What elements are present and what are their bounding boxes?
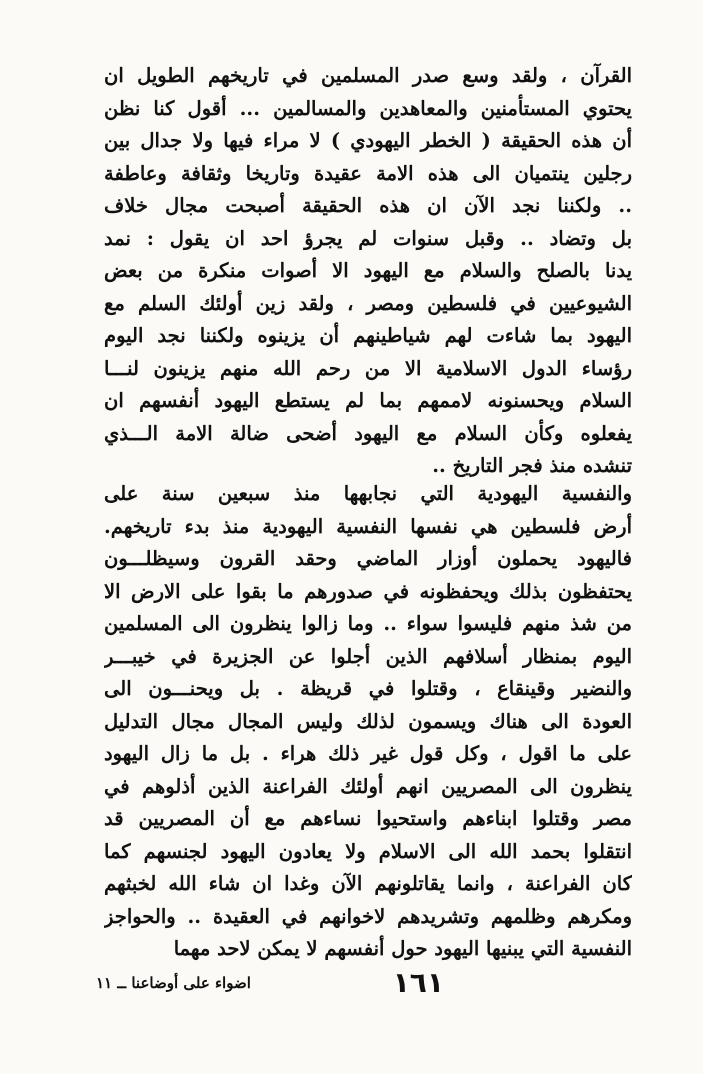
text-line: والنضير وقينقاع ، وقتلوا في قريظة . بل ويحنـــون الى: [104, 677, 632, 700]
text-line: كان الفراعنة ، وانما يقاتلونهم الآن وغدا ان شاء الله لخبثهم: [104, 872, 632, 895]
text-line: يفعلوه وكأن السلام مع اليهود أضحى ضالة الامة الـــذي: [104, 421, 632, 445]
text-line: يحتفظون بذلك ويحفظونه في صدورهم ما بقوا على الارض الا: [104, 579, 632, 603]
text-line: العودة الى هناك ويسمون لذلك وليس المجال مجال التدليل: [104, 709, 632, 733]
text-line: النفسية التي يبنيها اليهود حول أنفسهم لا يمكن لاحد مهما: [173, 937, 632, 960]
page-footer: [96, 964, 636, 1004]
text-line: فاليهود يحملون أوزار الماضي وحقد القرون وسيظلـــون: [104, 547, 632, 570]
text-line: ومكرهم وظلمهم وتشريدهم لاخوانهم في العقيدة .. والحواجز: [104, 904, 632, 928]
running-footer-title: اضواء على أوضاعنا ــ ١١: [96, 974, 251, 992]
text-line: .. ولكننا نجد الآن ان هذه الحقيقة أصبحت مجال خلاف: [104, 194, 632, 217]
text-line: السلام ويحسنونه لاممهم بما لم يستطع اليهود أنفسهم ان: [104, 389, 632, 412]
text-line: القرآن ، ولقد وسع صدر المسلمين في تاريخهم الطويل ان: [104, 64, 632, 87]
text-line: رؤساء الدول الاسلامية الا من رحم الله منهم يزينون لنـــا: [104, 356, 632, 380]
text-line: والنفسية اليهودية التي نجابهها منذ سبعين سنة على: [104, 482, 632, 505]
text-line: أن هذه الحقيقة ( الخطر اليهودي ) لا مراء فيها ولا جدال بين: [104, 129, 632, 152]
text-line: اليوم بمنظار أسلافهم الذين أجلوا عن الجزيرة في خيبـــر: [104, 644, 632, 668]
text-line: مصر وقتلوا ابناءهم واستحيوا نساءهم مع أن المصريين قد: [104, 807, 632, 830]
text-line: بل وتضاد .. وقبل سنوات لم يجرؤ احد ان يقول : نمد: [104, 226, 632, 250]
text-line: على ما اقول ، وكل قول غير ذلك هراء . بل ما زال اليهود: [104, 742, 632, 765]
text-line: ينظرون الى المصريين انهم أولئك الفراعنة الذين أذلوهم في: [104, 774, 632, 798]
page-number: ١٦١: [392, 966, 444, 999]
paragraph-2: [104, 478, 632, 966]
paragraph-1: [104, 60, 632, 483]
text-line: الشيوعيين في فلسطين ومصر ، ولقد زين أولئك السلم مع: [104, 291, 632, 315]
text-line: يحتوي المستأمنين والمعاهدين والمسالمين ... أقول كنا نظن: [104, 96, 632, 120]
text-line: تنشده منذ فجر التاريخ ..: [432, 454, 632, 477]
text-line: رجلين ينتميان الى هذه الامة عقيدة وتاريخا وثقافة وعاطفة: [104, 161, 632, 185]
text-line: أرض فلسطين هي نفسها النفسية اليهودية منذ بدء تاريخهم.: [104, 514, 632, 538]
text-line: يدنا بالصلح والسلام مع اليهود الا أصوات منكرة من بعض: [104, 259, 632, 282]
text-line: اليهود بما شاءت لهم شياطينهم أن يزينوه ولكننا نجد اليوم: [104, 324, 632, 347]
text-line: انتقلوا بحمد الله الى الاسلام ولا يعادون اليهود لجنسهم كما: [104, 839, 632, 863]
text-line: من شذ منهم فليسوا سواء .. وما زالوا ينظرون الى المسلمين: [104, 612, 632, 635]
